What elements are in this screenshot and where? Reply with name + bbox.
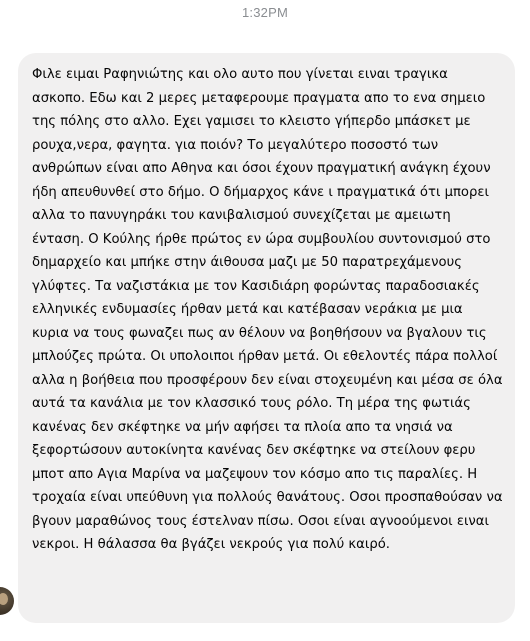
sender-avatar[interactable] — [0, 587, 14, 615]
message-text: Φιλε ειμαι Ραφηνιώτης και ολο αυτο που γίνεται ειναι τραγικα ασκοπο. Εδω και 2 μερες μεταφερουμε πραγματα απο το ενα σημειο της πόλης στο αλλο. Εχει γαμισει το κλειστο γήπερδο μπάσκετ με ρουχα,νερα, φαγητα. για ποιόν? Το μεγαλύτερο ποσοστό των ανθρώπων είναι απο Αθηνα και όσοι έχουν πραγματική ανάγκη έχουν ήδη απευθυνθεί στο δήμο. Ο δήμαρχος κάνε ι πραγματικά ότι μπορει αλλα το πανυγηράκι του κανιβαλισμού συνεχίζεται με αμειωτη ένταση. Ο Κούλης ήρθε πρώτος εν ώρα συμβουλίου συντονισμού στο δημαρχείο και μπήκε στην άιθουσα μαζι με 50 παρατρεχάμενους γλύφτες. Τα ναζιστάκια με τον Κασιδιάρη φορώντας παραδοσιακές ελληνικές ενδυμασίες ήρθαν μετά και κατέβασαν νεράκια με μια κυρια να τους φωναζει πως αν θέλουν να βοηθήσουν να βγαλουν τις μπλούζες πρώτα. Οι υπολοιποι ήρθαν μετά. Οι εθελοντές πάρα πολλοί αλλα η βοήθεια που προσφέρουν δεν είναι στοχευμένη και μέσα σε όλα αυτά τα κανάλια με τον κλασσικό τους ρόλο. Τη μέρα της φωτιάς κανένας δεν σκέφτηκε να μήν αφήσει τα πλοία απο τα νησιά να ξεφορτώσουν αυτοκίνητα κανένας δεν σκέφτηκε να στείλουν φερυ μποτ απο Αγια Μαρίνα να μαζεψουν τον κόσμο απο τις παραλίες. Η τροχαία είναι υπεύθυνη για πολλούς θανάτους. Οσοι προσπαθούσαν να βγουν μαραθώνος τους έστελναν πίσω. Οσοι είναι αγνοούμενοι ειναι νεκροι. Η θάλασσα θα βγάζει νεκρούς για πολύ καιρό. — [32, 67, 503, 552]
message-timestamp: 1:32PM — [241, 5, 288, 20]
avatar-face — [0, 593, 8, 605]
message-bubble[interactable] — [18, 53, 515, 623]
